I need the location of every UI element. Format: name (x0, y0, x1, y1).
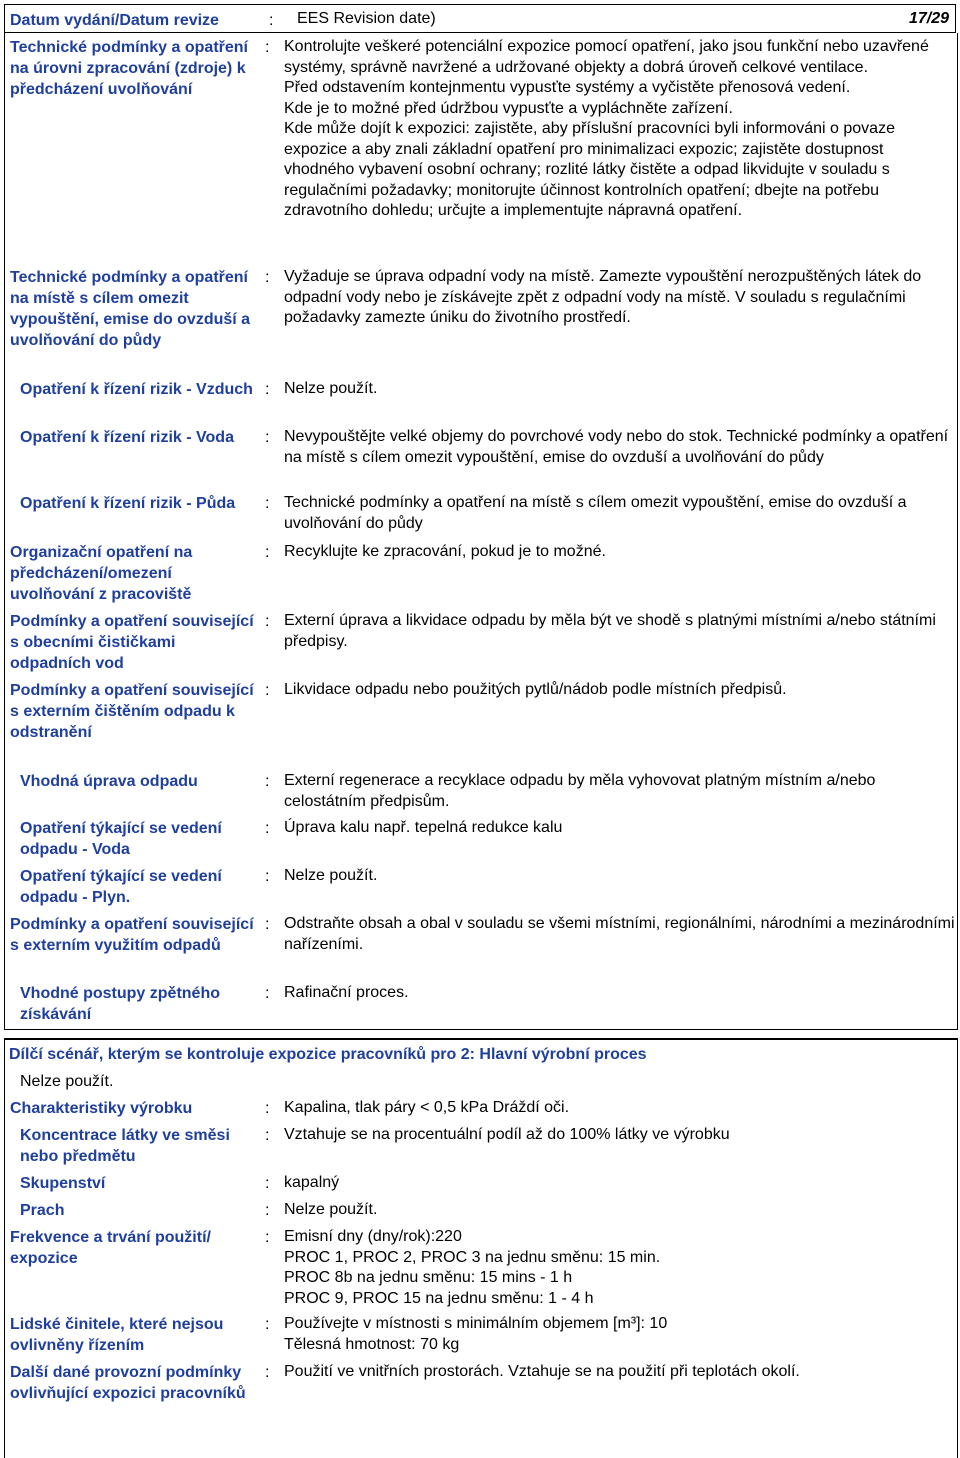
row-label: Opatření týkající se vedení odpadu - Voda (20, 820, 222, 858)
row-text: Nelze použít. (284, 867, 378, 884)
colon: : (265, 613, 270, 630)
row-label: Opatření týkající se vedení odpadu - Plyn. (20, 868, 222, 906)
revision-date-label: Datum vydání/Datum revize (10, 12, 219, 29)
colon: : (265, 916, 270, 933)
row-text: Technické podmínky a opatření na místě s cílem omezit vypouštění, emise do ovzduší a uvolňování do půdy (284, 494, 907, 532)
row-label: Další dané provozní podmínky ovlivňující expozici pracovníků (10, 1364, 246, 1402)
row-label: Organizační opatření na předcházení/omezení uvolňování z pracoviště (10, 544, 193, 603)
row-label: Opatření k řízení rizik - Půda (20, 495, 236, 512)
row-text: Rafinační proces. (284, 984, 409, 1001)
row-text: Externí úprava a likvidace odpadu by měla být ve shodě s platnými místními a/nebo státními předpisy. (284, 612, 936, 650)
row-label: Prach (20, 1202, 65, 1219)
row-label: Skupenství (20, 1175, 106, 1192)
colon: : (265, 1202, 270, 1219)
colon: : (265, 269, 270, 286)
row-text: Nelze použít. (284, 1201, 378, 1218)
row-text: Externí regenerace a recyklace odpadu by měla vyhovovat platným místním a/nebo celostátním předpisům. (284, 772, 876, 810)
row-label: Koncentrace látky ve směsi nebo předmětu (20, 1127, 230, 1165)
colon: : (265, 682, 270, 699)
exposure-controls-section (4, 33, 958, 1030)
row-label: Podmínky a opatření související s externím čištěním odpadu k odstranění (10, 682, 254, 741)
row-label: Podmínky a opatření související s externím využitím odpadů (10, 916, 254, 954)
colon: : (265, 39, 270, 56)
row-text: Likvidace odpadu nebo použitých pytlů/nádob podle místních předpisů. (284, 681, 787, 698)
colon: : (265, 1364, 270, 1381)
row-label: Frekvence a trvání použití/ expozice (10, 1229, 211, 1267)
row-label: Opatření k řízení rizik - Voda (20, 429, 234, 446)
colon: : (265, 985, 270, 1002)
row-text: Vztahuje se na procentuální podíl až do 100% látky ve výrobku (284, 1126, 730, 1143)
row-text: Odstraňte obsah a obal v souladu se všemi místními, regionálními, národními a mezinárodními nařízeními. (284, 915, 955, 953)
row-text: Recyklujte ke zpracování, pokud je to možné. (284, 543, 606, 560)
row-text: Úprava kalu např. tepelná redukce kalu (284, 819, 563, 836)
colon: : (265, 773, 270, 790)
scenario-title: Dílčí scénář, kterým se kontroluje expozice pracovníků pro 2: Hlavní výrobní proces (9, 1046, 647, 1063)
document-header (4, 4, 956, 33)
row-text: Emisní dny (dny/rok):220 PROC 1, PROC 2, PROC 3 na jednu směnu: 15 min. PROC 8b na jednu směnu: 15 mins - 1 h PROC 9, PROC 15 na jednu směnu: 1 - 4 h (284, 1228, 661, 1307)
row-text: Použití ve vnitřních prostorách. Vztahuje se na použití při teplotách okolí. (284, 1363, 800, 1380)
row-text: Nelze použít. (284, 380, 378, 397)
row-text: Kontrolujte veškeré potenciální expozice pomocí opatření, jako jsou funkční nebo uzavřené systémy, správně navržené a udržované objekty a dobrá úroveň celkové ventilace. Před odstavením kontejnmentu vypusťte systémy a vyčistěte přenosová vedení. Kde je to možné před údržbou vypusťte a vypláchněte zařízení. Kde může dojít k expozici: zajistěte, aby příslušní pracovníci byli informováni o povaze expozice a aby znali základní opatření pro minimalizaci expozic; zajistěte dostupnost vhodného vybavení osobní ochrany; rozlité látky čistěte a odpad likvidujte v souladu s regulačními požadavky; monitorujte účinnost kontrolních opatření; dbejte na potřebu zdravotního dohledu; určujte a implementujte nápravná opatření. (284, 38, 929, 219)
colon: : (265, 1316, 270, 1333)
row-text: Používejte v místnosti s minimálním objemem [m³]: 10 Tělesná hmotnost: 70 kg (284, 1315, 668, 1353)
scenario-note: Nelze použít. (20, 1073, 114, 1090)
colon: : (265, 1175, 270, 1192)
row-text: Kapalina, tlak páry < 0,5 kPa Dráždí oči. (284, 1099, 570, 1116)
colon: : (265, 429, 270, 446)
colon: : (265, 820, 270, 837)
colon: : (265, 495, 270, 512)
row-text: Nevypouštějte velké objemy do povrchové vody nebo do stok. Technické podmínky a opatření na místě s cílem omezit vypouštění, emise do ovzduší a uvolňování do půdy (284, 428, 949, 466)
colon: : (265, 1229, 270, 1246)
row-label: Podmínky a opatření související s obecními čističkami odpadních vod (10, 613, 254, 672)
row-label: Lidské činitele, které nejsou ovlivněny řízením (10, 1316, 224, 1354)
row-label: Vhodné postupy zpětného získávání (20, 985, 220, 1023)
row-text: kapalný (284, 1174, 340, 1191)
worker-exposure-section (4, 1038, 958, 1458)
row-label: Charakteristiky výrobku (10, 1100, 193, 1117)
colon: : (265, 868, 270, 885)
row-label: Technické podmínky a opatření na úrovni zpracování (zdroje) k předcházení uvolňování (10, 39, 248, 98)
page-number: 17/29 (908, 10, 949, 27)
colon: : (265, 1127, 270, 1144)
row-text: Vyžaduje se úprava odpadní vody na místě. Zamezte vypouštění nerozpuštěných látek do odpadní vody nebo je získávejte zpět z odpadní vody na místě. V souladu s regulačními požadavky zamezte úniku do životního prostředí. (284, 268, 922, 326)
colon: : (265, 1100, 270, 1117)
row-label: Opatření k řízení rizik - Vzduch (20, 381, 253, 398)
colon: : (265, 544, 270, 561)
row-label: Technické podmínky a opatření na místě s cílem omezit vypouštění, emise do ovzduší a uvolňování do půdy (10, 269, 251, 349)
row-label: Vhodná úprava odpadu (20, 773, 198, 790)
colon: : (265, 381, 270, 398)
colon: : (269, 12, 274, 29)
revision-date-value: EES Revision date) (297, 10, 436, 27)
